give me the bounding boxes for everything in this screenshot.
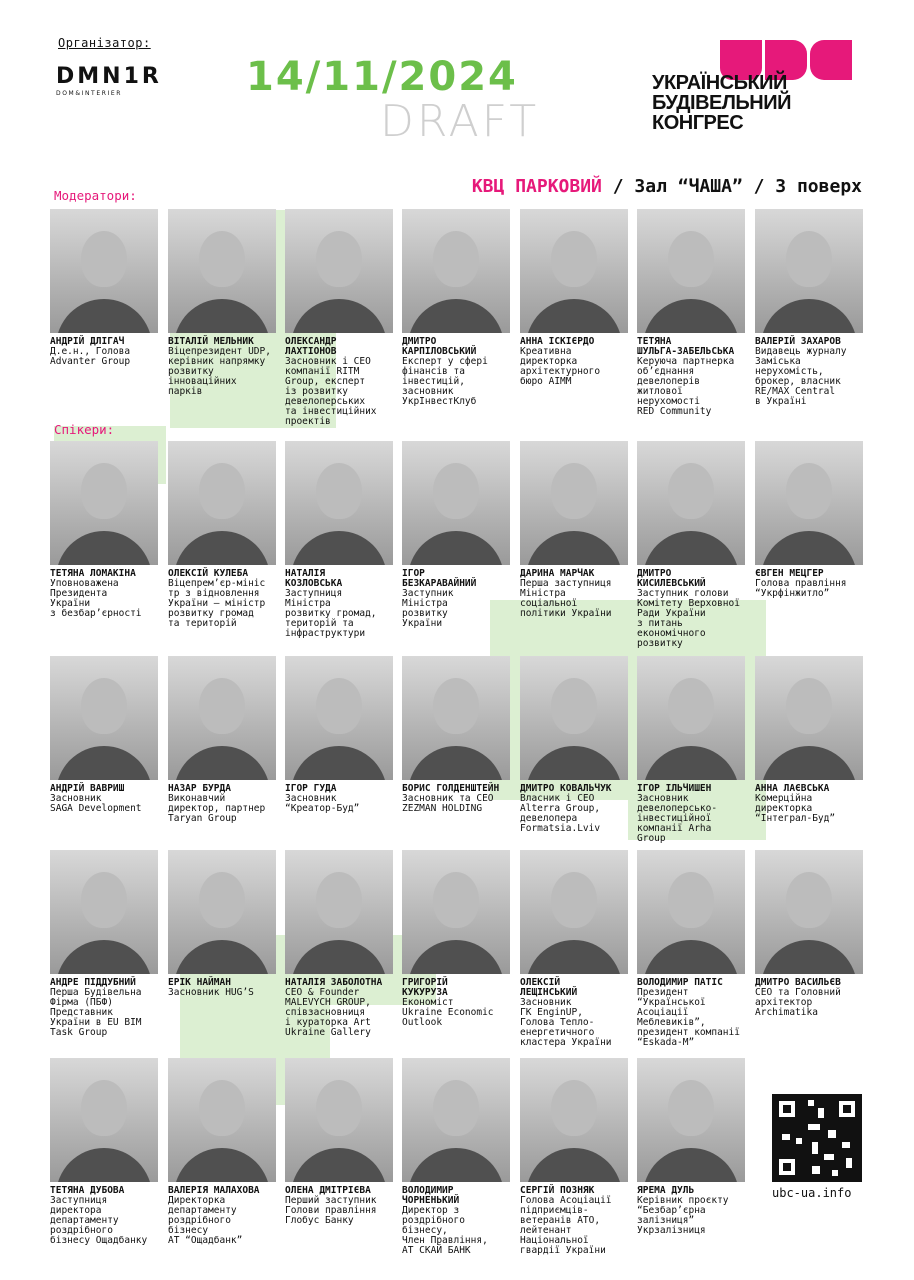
portrait-photo	[402, 209, 510, 333]
speaker-name: БОРИС ГОЛДЕНШТЕЙН	[402, 783, 500, 794]
speaker-card	[285, 441, 395, 639]
event-date: 14/11/2024	[246, 54, 518, 100]
speaker-role: Керівник проєкту “Безбар’єрна залізниця” Укрзалізниця	[637, 1195, 729, 1236]
website-link[interactable]: ubc-ua.info	[772, 1186, 852, 1200]
speaker-name: ІГОР БЕЗКАРАВАЙНИЙ	[402, 568, 477, 589]
portrait-photo	[402, 656, 510, 780]
speaker-card	[520, 209, 630, 387]
congress-title	[652, 73, 791, 133]
portrait-photo	[520, 656, 628, 780]
portrait-photo	[637, 656, 745, 780]
speaker-name: АННА ЛАЄВСЬКА	[755, 783, 830, 794]
speaker-role: Економіст Ukraine Economic Outlook	[402, 997, 494, 1028]
speaker-card	[50, 209, 160, 367]
speaker-name: ЄВГЕН МЕЦГЕР	[755, 568, 824, 579]
portrait-photo	[50, 441, 158, 565]
speaker-role: Креативна директорка архітектурного бюро AIMM	[520, 346, 601, 387]
venue-separator: / Зал	[601, 176, 678, 197]
portrait-photo	[50, 850, 158, 974]
organizer-logo-sub: DOM&INTERIER	[56, 90, 123, 97]
portrait-photo	[168, 656, 276, 780]
speakers-label: Спікери:	[54, 422, 115, 437]
portrait-photo	[50, 209, 158, 333]
portrait-photo	[637, 850, 745, 974]
speaker-card	[520, 656, 630, 834]
speaker-name: ДАРИНА МАРЧАК	[520, 568, 595, 579]
speaker-role: Уповноважена Президента України з безбар’єрності	[50, 578, 142, 619]
speaker-name: НАЗАР БУРДА	[168, 783, 231, 794]
speaker-card	[285, 850, 395, 1038]
speaker-role: Засновник SAGA Development	[50, 793, 142, 814]
portrait-photo	[520, 850, 628, 974]
speaker-name: ВОЛОДИМИР ПАТІС	[637, 977, 723, 988]
speaker-name: ТЕТЯНА ЛОМАКІНА	[50, 568, 136, 579]
speaker-name: ГРИГОРІЙ КУКУРУЗА	[402, 977, 448, 998]
speaker-name: ОЛЕКСАНДР ЛАХТІОНОВ	[285, 336, 337, 357]
speaker-name: НАТАЛІЯ КОЗЛОВСЬКА	[285, 568, 343, 589]
speaker-name: ВАЛЕРІЯ МАЛАХОВА	[168, 1185, 260, 1196]
speaker-card	[50, 850, 160, 1038]
speaker-role: Перша заступниця Міністра соціальної політики України	[520, 578, 612, 619]
speaker-card	[755, 441, 865, 599]
portrait-photo	[285, 850, 393, 974]
moderators-label: Модератори:	[54, 188, 137, 203]
organizer-logo-name: DMN1R	[56, 64, 162, 89]
speaker-role: CEO та Головний архітектор Archimatika	[755, 987, 841, 1018]
speaker-role: Заступник Міністра розвитку України	[402, 588, 454, 629]
portrait-photo	[755, 441, 863, 565]
speaker-role: Перший заступник Голови правління Глобус Банку	[285, 1195, 377, 1226]
speaker-card	[402, 1058, 512, 1256]
speaker-role: Голова правління “Укрфінжитло”	[755, 578, 847, 599]
speaker-card	[755, 209, 865, 407]
speaker-role: Віцепрезидент UDP, керівник напрямку розвитку інноваційних парків	[168, 346, 271, 397]
speaker-name: СЕРГІЙ ПОЗНЯК	[520, 1185, 595, 1196]
speaker-role: Засновник і CEO компанії RITM Group, експерт із розвитку девелоперських та інвестиційних проектів	[285, 356, 377, 427]
portrait-photo	[755, 850, 863, 974]
portrait-photo	[520, 209, 628, 333]
speaker-role: Заступниця директора департаменту роздрібного бізнесу Ощадбанку	[50, 1195, 148, 1246]
speaker-card	[520, 850, 630, 1048]
speaker-name: ІГОР ІЛЬЧИШЕН	[637, 783, 712, 794]
speaker-role: Керуюча партнерка об’єднання девелоперів житлової нерухомості RED Community	[637, 356, 735, 417]
speaker-card	[637, 209, 747, 417]
portrait-photo	[168, 850, 276, 974]
speaker-name: ВІТАЛІЙ МЕЛЬНИК	[168, 336, 254, 347]
speaker-card	[50, 656, 160, 814]
speaker-card	[755, 656, 865, 824]
speaker-role: Президент “Української Асоціації Меблевиків”, президент компанії “Eskada-M”	[637, 987, 740, 1048]
speaker-card	[168, 209, 278, 397]
speaker-role: Заступник голови Комітету Верховної Ради України з питань економічного розвитку	[637, 588, 740, 649]
speaker-name: НАТАЛІЯ ЗАБОЛОТНА	[285, 977, 383, 988]
portrait-photo	[285, 656, 393, 780]
congress-title-line: БУДІВЕЛЬНИЙ	[652, 92, 791, 114]
speaker-name: ВАЛЕРІЙ ЗАХАРОВ	[755, 336, 841, 347]
speaker-card	[520, 441, 630, 619]
portrait-photo	[285, 1058, 393, 1182]
qr-code-icon[interactable]	[772, 1094, 862, 1182]
speaker-role: Заступниця Міністра розвитку громад, територій та інфраструктури	[285, 588, 377, 639]
speaker-name: АННА ІСКІЄРДО	[520, 336, 595, 347]
draft-watermark: DRAFT	[380, 96, 540, 147]
speaker-name: ОЛЕКСІЙ ЛЕЩІНСЬКИЙ	[520, 977, 578, 998]
organizer-label: Організатор:	[58, 36, 151, 50]
speaker-name: ДМИТРО ВАСИЛЬЄВ	[755, 977, 841, 988]
speaker-card	[168, 850, 278, 998]
speaker-card	[168, 656, 278, 824]
portrait-photo	[402, 850, 510, 974]
speaker-card	[520, 1058, 630, 1256]
speaker-role: Засновник ГК EnginUP, Голова Тепло- енергетичного кластера України	[520, 997, 612, 1048]
venue-line	[472, 176, 862, 197]
speaker-role: Власник і CEO Alterra Group, девелопера Formatsia.Lviv	[520, 793, 601, 834]
speaker-card	[168, 1058, 278, 1246]
portrait-photo	[755, 209, 863, 333]
portrait-photo	[168, 1058, 276, 1182]
speaker-role: Видавець журналу Заміська нерухомість, брокер, власник RE/MAX Central в Україні	[755, 346, 847, 407]
speaker-role: Комерційна директорка “Інтеграл-Буд”	[755, 793, 836, 824]
speaker-name: ВОЛОДИМИР ЧОРНЕНЬКИЙ	[402, 1185, 460, 1206]
portrait-photo	[637, 209, 745, 333]
portrait-photo	[168, 441, 276, 565]
portrait-photo	[50, 1058, 158, 1182]
speaker-role: Засновник та CEO ZEZMAN HOLDING	[402, 793, 494, 814]
portrait-photo	[168, 209, 276, 333]
speaker-card	[637, 1058, 747, 1236]
speaker-role: Віцепрем’єр-мініс тр з відновлення України – міністр розвитку громад та територій	[168, 578, 266, 629]
speaker-role: Засновник девелоперсько- інвестиційної компанії Arha Group	[637, 793, 718, 844]
speaker-card	[50, 441, 160, 619]
speaker-card	[402, 850, 512, 1028]
speaker-name: ДМИТРО КОВАЛЬЧУК	[520, 783, 612, 794]
portrait-photo	[520, 1058, 628, 1182]
speaker-card	[755, 850, 865, 1018]
speaker-card	[637, 656, 747, 844]
congress-title-line: КОНГРЕС	[652, 112, 744, 134]
portrait-photo	[637, 1058, 745, 1182]
speaker-role: CEO & Founder MALEVYCH GROUP, співзасновниця і кураторка Art Ukraine Gallery	[285, 987, 371, 1038]
portrait-photo	[285, 209, 393, 333]
speaker-name: ТЕТЯНА ШУЛЬГА-ЗАБЕЛЬСЬКА	[637, 336, 735, 357]
speaker-card	[402, 441, 512, 629]
speaker-card	[285, 656, 395, 814]
venue-hall: “ЧАША”	[677, 176, 743, 197]
speaker-role: Директорка департаменту роздрібного бізнесу АТ “Ощадбанк”	[168, 1195, 243, 1246]
speaker-card	[637, 850, 747, 1048]
speaker-role: Експерт у сфері фінансів та інвестицій, засновник УкрІнвестКлуб	[402, 356, 488, 407]
speaker-card	[168, 441, 278, 629]
speaker-name: ДМИТРО КИСИЛЕВСЬКИЙ	[637, 568, 706, 589]
speaker-name: ЯРЕМА ДУЛЬ	[637, 1185, 695, 1196]
venue-place: КВЦ ПАРКОВИЙ	[471, 176, 602, 197]
congress-logo[interactable]	[650, 40, 860, 140]
speaker-role: Засновник HUG’S	[168, 987, 254, 998]
speaker-role: Директор з роздрібного бізнесу, Член Правління, АТ СКАЙ БАНК	[402, 1205, 488, 1256]
speaker-card	[285, 1058, 395, 1226]
speaker-name: ДМИТРО КАРПІЛОВСЬКИЙ	[402, 336, 477, 357]
speaker-card	[402, 209, 512, 407]
speaker-role: Перша Будівельна Фірма (ПБФ) Представник України в EU BIM Task Group	[50, 987, 142, 1038]
speaker-name: ЕРІК НАЙМАН	[168, 977, 231, 988]
portrait-photo	[50, 656, 158, 780]
speaker-card	[285, 209, 395, 427]
speaker-card	[402, 656, 512, 814]
portrait-photo	[637, 441, 745, 565]
speaker-role: Голова Асоціації підприємців- ветеранів АТО, лейтенант Національної гвардії України	[520, 1195, 612, 1256]
speaker-name: ОЛЕКСІЙ КУЛЕБА	[168, 568, 249, 579]
congress-title-line: УКРАЇНСЬКИЙ	[652, 72, 787, 94]
portrait-photo	[402, 441, 510, 565]
portrait-photo	[520, 441, 628, 565]
speaker-role: Виконавчий директор, партнер Taryan Group	[168, 793, 266, 824]
speaker-card	[50, 1058, 160, 1246]
speaker-name: ОЛЕНА ДМІТРІЄВА	[285, 1185, 371, 1196]
speaker-name: АНДРІЙ ДЛІГАЧ	[50, 336, 125, 347]
portrait-photo	[285, 441, 393, 565]
portrait-photo	[402, 1058, 510, 1182]
speaker-card	[637, 441, 747, 649]
speaker-name: АНДРЕ ПІДДУБНИЙ	[50, 977, 136, 988]
speaker-name: ТЕТЯНА ДУБОВА	[50, 1185, 125, 1196]
speaker-role: Засновник “Креатор-Буд”	[285, 793, 360, 814]
venue-floor: / 3 поверх	[742, 176, 862, 197]
speaker-name: АНДРІЙ ВАВРИШ	[50, 783, 125, 794]
portrait-photo	[755, 656, 863, 780]
speaker-role: Д.е.н., Голова Advanter Group	[50, 346, 131, 367]
speaker-name: ІГОР ГУДА	[285, 783, 337, 794]
organizer-logo[interactable]	[56, 64, 162, 97]
